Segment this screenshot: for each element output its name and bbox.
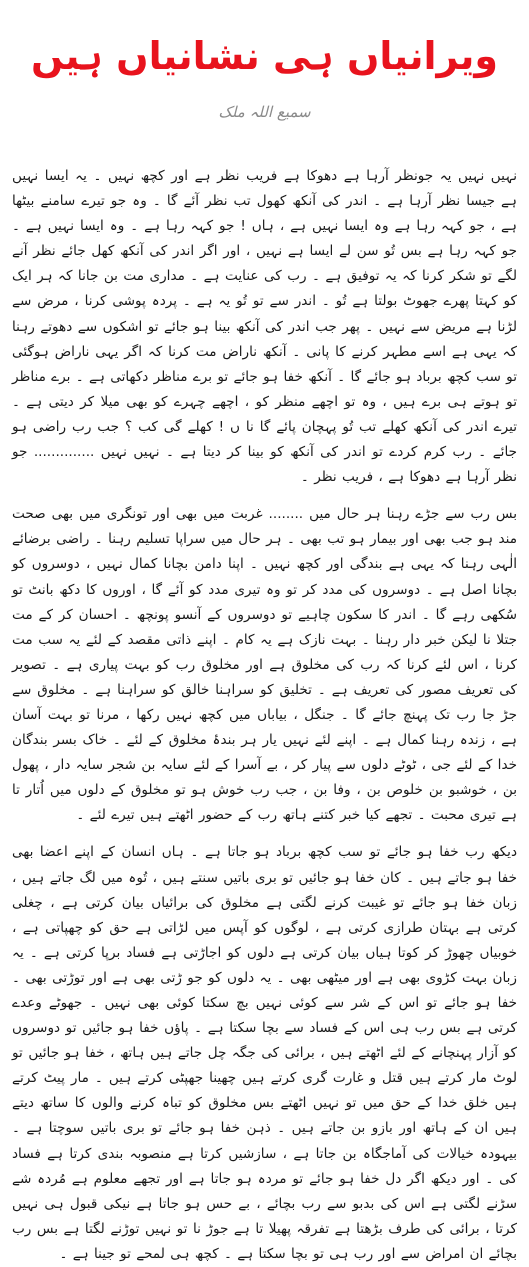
paragraph: دیکھ رب خفا ہو جائے تو سب کچھ برباد ہو جاتا ہے ۔ ہاں انسان کے اپنے اعضا بھی خفا ہو جاتے ہیں ۔ کان خفا ہو جائیں تو بری باتیں سنتے ہیں ، تُوہ میں لگ جاتے ہیں ، زبان خفا ہو جائے تو غیبت کرنے لگتی ہے مخلوق کی برائیاں بیان کرتی ہے ، چغلی کرتی ہے بہتان طرازی کرتی ہے ، لوگوں کو آپس میں لڑاتی ہے حق کو چھپاتی ہے ، خوبیاں چھوڑ کر کوتا ہیاں بیان کرتی ہے دلوں کو اجاڑتی ہے فساد برپا کرتی ہے ۔ یہ زبان بہت کڑوی بھی ہے اور میٹھی بھی ۔ یہ دلوں کو جو ڑتی بھی ہے اور توڑتی بھی ۔ خفا ہو جائے تو اس کے شر سے کوئی نہیں بچ سکتا کوئی بھی نہیں ۔ جھوٹے وعدے کرتی ہے بس رب ہی اس کے فساد سے بچا سکتا ہے ۔ پاؤں خفا ہو جائیں تو دوسروں کو آزار پہنچانے کے لئے اٹھتے ہیں ، برائی کی جگہ چل جاتے ہیں ہاتھ ، خفا ہو جائیں تو لوٹ مار کرتے ہیں قتل و غارت گری کرتے ہیں چھینا جھپٹی کرتے ہیں ۔ مار پیٹ کرتے ہیں خلق خدا کے حق میں تو نہیں اٹھتے بس مخلوق کو تباہ کرنے والوں کا ساتھ دیتے ہیں ان کے ہاتھ اور بازو بن جاتے ہیں ۔ ذہن خفا ہو جائے تو بری باتیں سوچتا ہے ۔ بیہودہ خیالات کی آماجگاہ بن جاتا ہے ، سازشیں کرتا ہے منصوبہ بندی کرتا ہے فساد کی ۔ اور دیکھ اگر دل خفا ہو جائے تو مردہ ہو جاتا ہے اور تجھے معلوم ہے مُردہ شے سڑنے لگتی ہے اس کی بدبو سے رب بچائے ، بے حس ہو جاتا ہے نیکی قبول ہی نہیں کرتا ، برائی کی طرف بڑھتا ہے تفرقہ پھیلا تا ہے جوڑ نا تو نہیں توڑنے لگتا ہے بس رب بچائے ان امراض سے اور رب ہی تو بچا سکتا ہے ۔ کچھ ہی لمحے تو جینا ہے ۔: [12, 844, 517, 1262]
author-name: سمیع اللہ ملک: [218, 103, 311, 121]
article-body: [12, 164, 517, 1267]
paragraph: نہیں نہیں یہ جونظر آرہا ہے دھوکا ہے فریب نظر ہے اور کچھ نہیں ۔ یہ ایسا نہیں ہے جیسا نظر آرہا ہے ۔ اندر کی آنکھ کھول تب نظر آئے گا ۔ وہ جو تیرے سامنے بیٹھا ہے ، جو کہہ رہا ہے وہ ایسا نہیں ہے ، ہاں ! جو کہہ رہا ہے ۔ وہ ایسا نہیں ہے ۔ جو کہہ رہا ہے بس تُو سن لے ایسا ہے نہیں ، اور اگر اندر کی آنکھ کھل جائے نظر آنے لگے تو شکر کرنا کہ یہ توفیق ہے ۔ رب کی عنایت ہے ۔ مداری مت بن جانا کہ ہر ایک کو کہتا پھرے جھوٹ بولتا ہے تُو ۔ اندر سے تو تُو یہ ہے ۔ پردہ پوشی کرنا ، مرض سے لڑنا ہے مریض سے نہیں ۔ پھر جب اندر کی آنکھ بینا ہو جائے تو اشکوں سے دھوتے رہنا کہ یہی ہے اسے مطہر کرنے کا پانی ۔ آنکھ ناراض مت کرنا کہ اگر یہی ناراض ہوگئی تو سب کچھ برباد ہو جائے گا ۔ آنکھ خفا ہو جائے تو برے مناظر دکھاتی ہے ۔ برے مناظر تو ہوتے ہی برے ہیں ، وہ تو اچھے منظر کو ، اچھے چہرے کو بھی میلا کر دیتی ہے ۔ تیرے اندر کی آنکھ کھلے تب تُو پہچان پائے گا نا ں ! کھلے گی کب ؟ جب رب راضی ہو جائے ۔ رب کرم کردے تو اندر کی آنکھ کو بینا کر دیتا ہے ۔ نہیں نہیں .............. جو نظر آرہا ہے دھوکا ہے ، فریب نظر ۔: [12, 168, 517, 486]
article-title: ویرانیاں ہی نشانیاں ہیں: [30, 34, 499, 78]
paragraph: بس رب سے جڑے رہنا ہر حال میں ........ غربت میں بھی اور تونگری میں بھی صحت مند ہو جب بھی اور بیمار ہو تب بھی ۔ ہر حال میں سراپا تسلیم رہنا ۔ راضی برضائے الٰہی رہنا کہ یہی ہے بندگی اور کچھ نہیں ۔ اپنا دامن بچانا کمال نہیں ، دوسروں کو بچانا اصل ہے ۔ دوسروں کی مدد کر تو وہ تیری مدد کو آئے گا ، اوروں کا دکھ بانٹ تو سُکھی رہے گا ۔ اندر کا سکون چاہیے تو دوسروں کے آنسو پونچھ ۔ احسان کر کے مت جتلا نا لیکن خبر دار رہنا ۔ بہت نازک ہے یہ کام ۔ اپنے ذاتی مقصد کے لئے یہ سب مت کرنا ، اس لئے کرنا کہ رب کی مخلوق ہے اور مخلوق رب کو بہت پیاری ہے ۔ تصویر کی تعریف مصور کی تعریف ہے ۔ تخلیق کو سراہنا خالق کو سراہنا ہے ۔ مخلوق سے جڑ جا رب تک پہنچ جائے گا ۔ جنگل ، بیاباں میں کچھ نہیں رکھا ، مرنا تو بہت آسان ہے ، زندہ رہنا کمال ہے ۔ اپنے لئے نہیں یار ہر بندۂ مخلوق کے لئے ۔ خاک بسر بندگان خدا کے لئے جی ، ٹوٹے دلوں سے پیار کر ، بے آسرا کے لئے سایہ بن شجر سایہ دار ، پھول بن ، خوشبو بن خلوص بن ، وفا بن ، جب رب خوش ہو تو مخلوق کے دلوں میں اُتار تا ہے تیری محبت ۔ تجھے کیا خبر کتنے ہاتھ رب کے حضور اٹھتے ہیں تیرے لئے ۔: [12, 506, 517, 824]
